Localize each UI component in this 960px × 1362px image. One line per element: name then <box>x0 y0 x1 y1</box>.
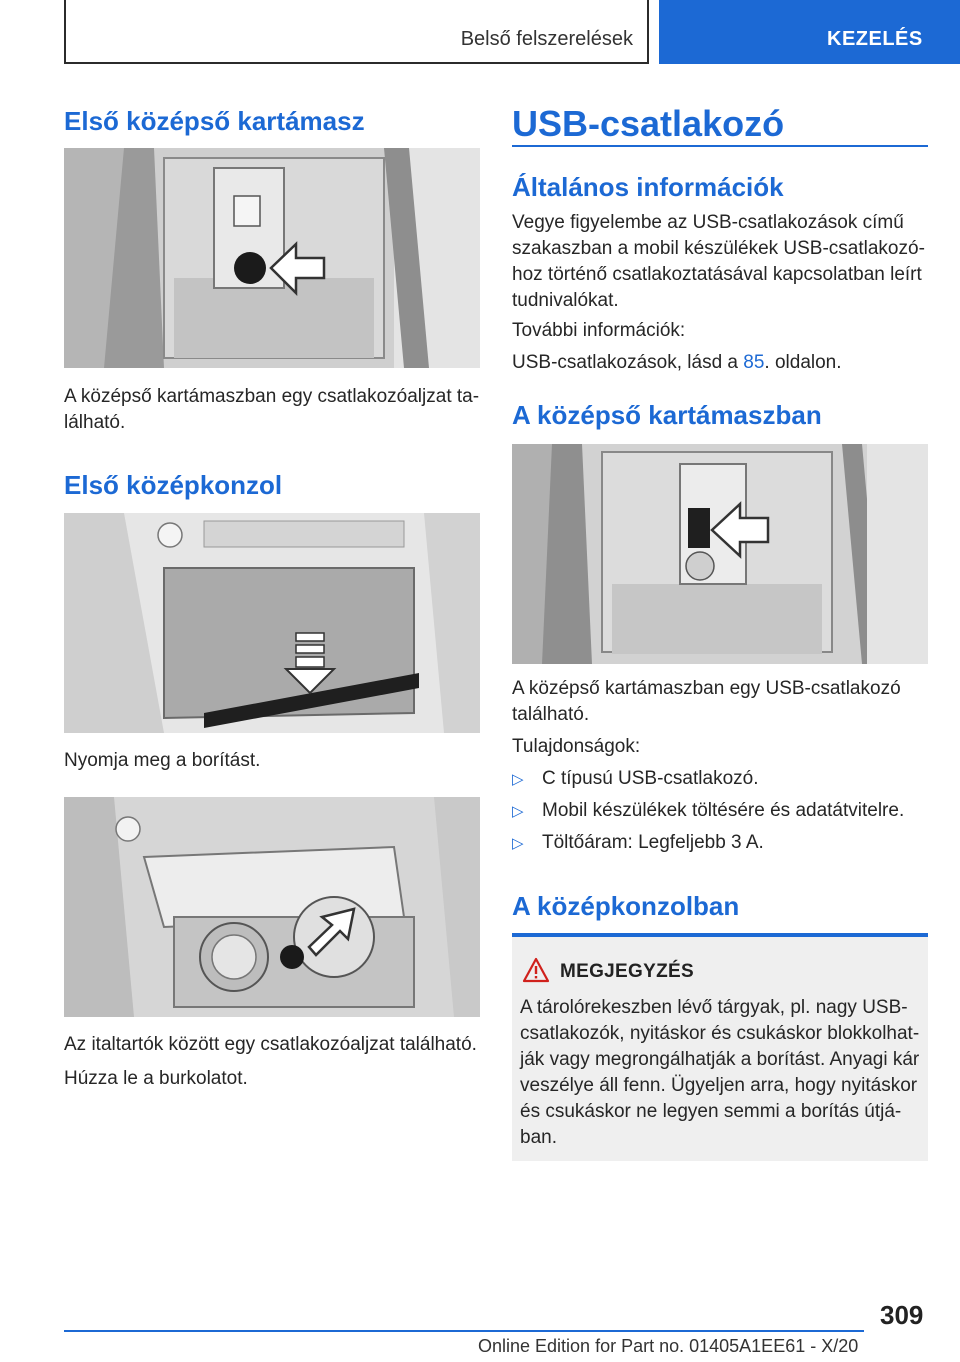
header-section-title: Belső felszerelések <box>460 28 633 50</box>
list-item-text: C típusú USB-csatlakozó. <box>542 768 759 789</box>
usb-reference-page-link[interactable]: 85 <box>743 352 765 373</box>
general-info-text: Vegye figyelembe az USB-csatlakozások című szakaszban a mobil készülékek USB-csatlakozó- hoz történő csatlakoztatásával kapcsolatban leírt tudnivalókat. <box>512 212 925 311</box>
console-caption-pull: Húzza le a burkolatot. <box>64 1068 248 1089</box>
triangle-right-outline-icon: ▷ <box>512 771 524 788</box>
heading-front-armrest: Első középső kartámasz <box>64 106 365 136</box>
warning-triangle-icon <box>522 957 550 983</box>
triangle-right-outline-icon: ▷ <box>512 803 524 820</box>
list-item-text: Mobil készülékek töltésére és adatátvitelre. <box>542 800 905 821</box>
more-info-label: További információk: <box>512 320 686 341</box>
header-chapter-tab <box>659 0 960 64</box>
list-item-text: Töltőáram: Legfeljebb 3 A. <box>542 832 764 853</box>
list-item <box>512 798 904 825</box>
heading-rule <box>512 145 928 147</box>
console-caption-location: Az italtartók között egy csatlakozóaljzat található. <box>64 1034 477 1055</box>
console-open-photo <box>64 797 480 1017</box>
heading-in-console: A középkonzolban <box>512 891 740 921</box>
page-number: 309 <box>880 1300 924 1330</box>
list-item <box>512 766 758 793</box>
heading-in-armrest: A középső kartámaszban <box>512 400 822 430</box>
footer-edition: Online Edition for Part no. 01405A1EE61 - X/20 <box>478 1336 859 1356</box>
heading-usb: USB-csatlakozó <box>512 103 785 144</box>
heading-general-info: Általános információk <box>512 172 784 202</box>
usb-reference <box>512 350 928 376</box>
notice-top-rule <box>512 933 928 937</box>
notice-box <box>512 933 928 1161</box>
usb-armrest-photo <box>512 444 928 664</box>
armrest-photo <box>64 148 480 368</box>
list-item <box>512 830 764 857</box>
notice-text: A tárolórekeszben lévő tárgyak, pl. nagy USB- csatlakozók, nyitáskor és csukáskor blokkolhat- ják vagy megrongálhatják a borítást. Anyagi kár veszélye áll fenn. Ügyeljen arra, hogy nyitáskor és csukáskor ne legyen semmi a borítás útjá- ban. <box>520 997 920 1148</box>
heading-front-console: Első középkonzol <box>64 470 283 500</box>
usb-reference-prefix: USB-csatlakozások, lásd a <box>512 352 744 373</box>
header-section-box <box>64 0 649 64</box>
properties-label: Tulajdonságok: <box>512 736 641 757</box>
footer-rule <box>64 1330 864 1332</box>
header-chapter-label: KEZELÉS <box>827 28 923 50</box>
triangle-right-outline-icon: ▷ <box>512 835 524 852</box>
usb-reference-suffix: . oldalon. <box>764 352 842 373</box>
armrest-caption: A középső kartámaszban egy csatlakozóaljzat ta- lálható. <box>64 386 480 433</box>
console-caption-press: Nyomja meg a borítást. <box>64 750 261 771</box>
notice-title: MEGJEGYZÉS <box>560 961 694 982</box>
usb-armrest-caption: A középső kartámaszban egy USB-csatlakozó található. <box>512 678 901 725</box>
console-cover-photo <box>64 513 480 733</box>
